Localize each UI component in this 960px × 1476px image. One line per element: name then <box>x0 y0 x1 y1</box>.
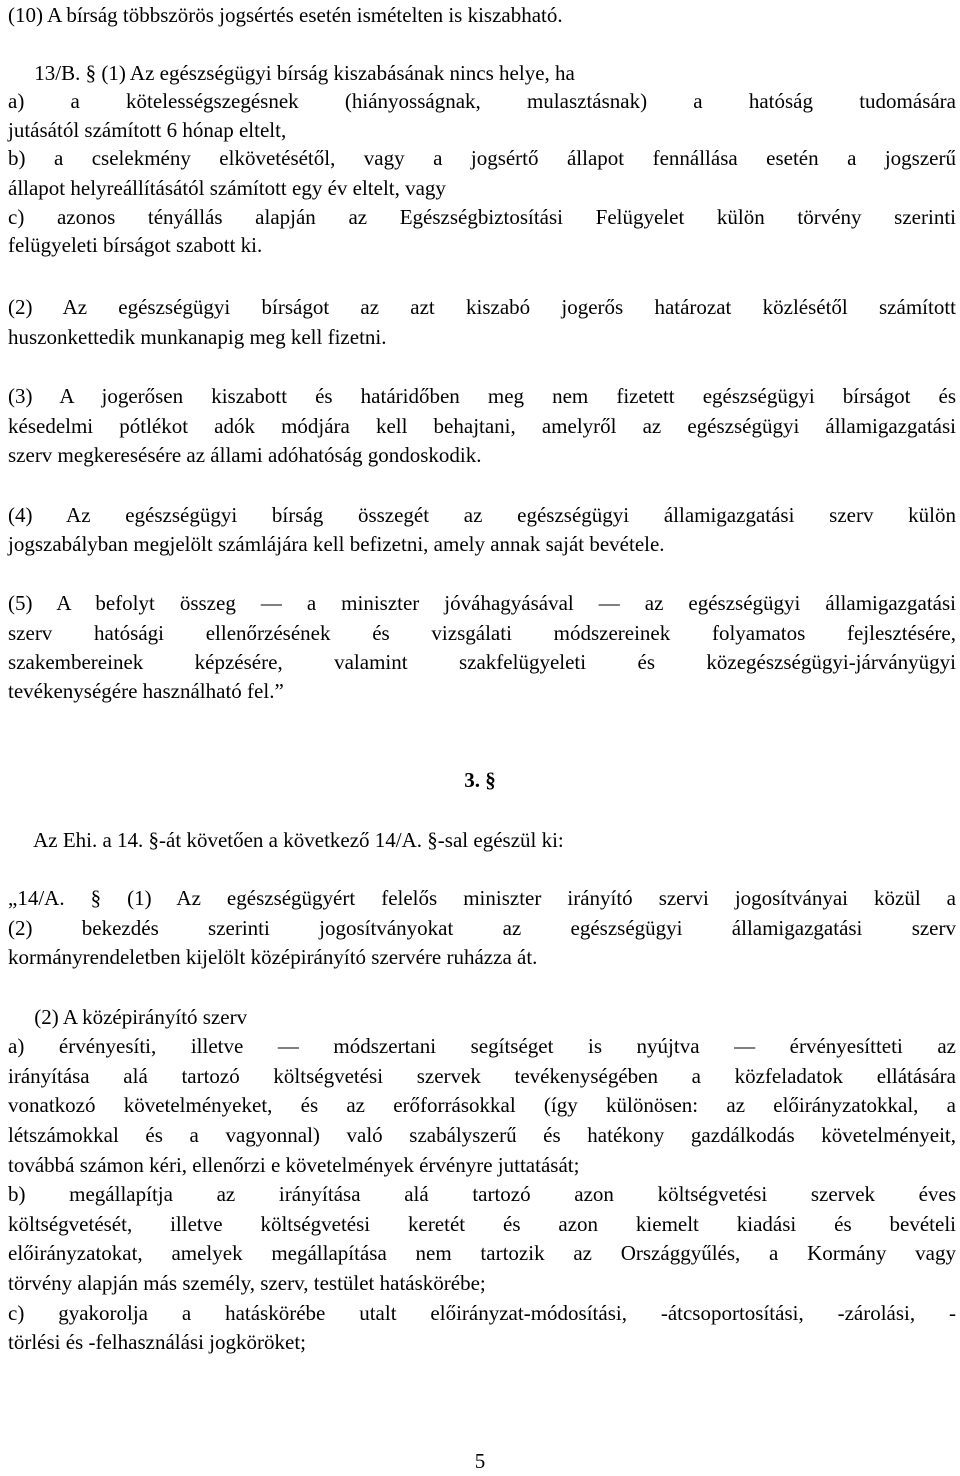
text-line: költségvetését, illetve költségvetési keretét és azon kiemelt kiadási és bevételi <box>8 1212 956 1236</box>
text-line: (3) A jogerősen kiszabott és határidőben meg nem fizetett egészségügyi bírságot és <box>8 384 956 408</box>
text-line: kormányrendeletben kijelölt középirányító szervére ruházza át. <box>8 945 538 969</box>
text-line: tevékenységére használható fel.” <box>8 679 284 703</box>
text-line: jutásától számított 6 hónap eltelt, <box>8 118 287 142</box>
text-line: szakembereinek képzésére, valamint szakfelügyeleti és közegészségügyi-járványügyi <box>8 650 956 674</box>
text-line: törvény alapján más személy, szerv, testület hatáskörébe; <box>8 1271 486 1295</box>
text-line: (5) A befolyt összeg — a miniszter jóváhagyásával — az egészségügyi államigazgatási <box>8 591 956 615</box>
text-line: felügyeleti bírságot szabott ki. <box>8 233 263 257</box>
section-heading: 3. § <box>464 768 496 792</box>
text-line: (2) Az egészségügyi bírságot az azt kiszabó jogerős határozat közlésétől számított <box>8 295 956 319</box>
text-line: b) megállapítja az irányítása alá tartozó azon költségvetési szervek éves <box>8 1182 956 1206</box>
text-line: 13/B. § (1) Az egészségügyi bírság kiszabásának nincs helye, ha <box>8 61 575 85</box>
text-line: szerv hatósági ellenőrzésének és vizsgálati módszereinek folyamatos fejlesztésére, <box>8 621 956 645</box>
text-line: „14/A. § (1) Az egészségügyért felelős miniszter irányító szervi jogosítványai közül a <box>8 886 956 910</box>
text-line: c) azonos tényállás alapján az Egészségbiztosítási Felügyelet külön törvény szerinti <box>8 205 956 229</box>
text-line: késedelmi pótlékot adók módjára kell behajtani, amelyről az egészségügyi államigazgatási <box>8 414 956 438</box>
text-line: továbbá számon kéri, ellenőrzi e követelmények érvényre juttatását; <box>8 1153 580 1177</box>
text-line: b) a cselekmény elkövetésétől, vagy a jogsértő állapot fennállása esetén a jogszerű <box>8 146 956 170</box>
text-line: vonatkozó követelményeket, és az erőforrásokkal (így különösen: az előirányzatokkal, a <box>8 1093 956 1117</box>
text-line: Az Ehi. a 14. §-át követően a következő 14/A. §-sal egészül ki: <box>8 828 564 852</box>
text-line: (10) A bírság többszörös jogsértés esetén ismételten is kiszabható. <box>8 3 563 27</box>
text-line: irányítása alá tartozó költségvetési szervek tevékenységében a közfeladatok ellátására <box>8 1064 956 1088</box>
text-line: (2) A középirányító szerv <box>8 1005 248 1029</box>
text-line: huszonkettedik munkanapig meg kell fizetni. <box>8 325 387 349</box>
text-line: előirányzatokat, amelyek megállapítása nem tartozik az Országgyűlés, a Kormány vagy <box>8 1241 956 1265</box>
text-line: jogszabályban megjelölt számlájára kell befizetni, amely annak saját bevétele. <box>8 532 665 556</box>
text-line: (4) Az egészségügyi bírság összegét az egészségügyi államigazgatási szerv külön <box>8 503 956 527</box>
text-line: állapot helyreállításától számított egy év eltelt, vagy <box>8 176 446 200</box>
text-line: (2) bekezdés szerinti jogosítványokat az egészségügyi államigazgatási szerv <box>8 916 956 940</box>
text-line: létszámokkal és a vagyonnal) való szabályszerű és hatékony gazdálkodás követelményeit, <box>8 1123 956 1147</box>
text-line: a) a kötelességszegésnek (hiányosságnak, mulasztásnak) a hatóság tudomására <box>8 89 956 113</box>
page-number: 5 <box>474 1449 486 1473</box>
text-line: szerv megkeresésére az állami adóhatóság gondoskodik. <box>8 443 482 467</box>
text-line: törlési és -felhasználási jogköröket; <box>8 1330 306 1354</box>
text-line: c) gyakorolja a hatáskörébe utalt előirányzat-módosítási, -átcsoportosítási, -zárolási, - <box>8 1301 956 1325</box>
text-line: a) érvényesíti, illetve — módszertani segítséget is nyújtva — érvényesítteti az <box>8 1034 956 1058</box>
